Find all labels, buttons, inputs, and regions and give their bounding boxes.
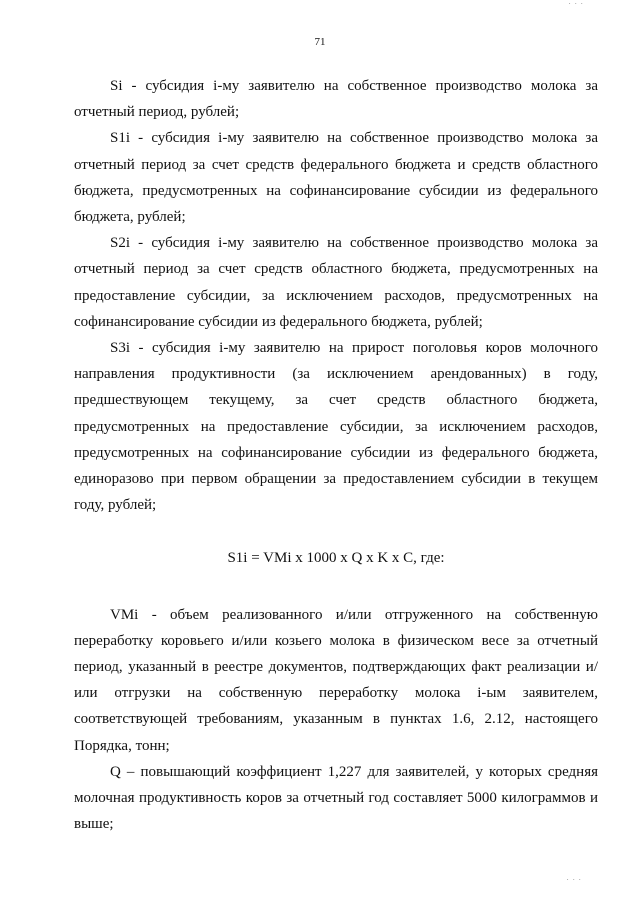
scan-corner-mark-top: · · · [568,0,584,8]
paragraph-si: Si - субсидия i-му заявителю на собственное производство молока за отчетный период, рублей; [74,78,598,121]
formula-s1i: S1i = VMi x 1000 x Q x K x C, где: [227,550,445,567]
definition-q: Q – повышающий коэффициент 1,227 для заявителей, у которых средняя молочная продуктивность коров за отчетный год составляет 5000 килограммов и выше; [74,763,598,833]
document-body [74,73,598,837]
definition-vmi: VMi - объем реализованного и/или отгруженного на собственную переработку коровьего и/или козьего молока в физическом весе за отчетный период, указанный в реестре документов, подтверждающих факт реализации и/или отгрузки на собственную переработку молока i-ым заявителем, соответствующей требованиям, указанным в пунктах 1.6, 2.12, настоящего Порядка, тонн; [74,606,598,754]
scan-corner-mark-bottom: · · · [566,876,582,884]
page-number: 71 [314,36,326,48]
paragraph-s1i: S1i - субсидия i-му заявителю на собственное производство молока за отчетный период за счет средств федерального бюджета и средств областного бюджета, предусмотренных на софинансирование субсидии из федерального бюджета, рублей; [74,130,598,226]
paragraph-s2i: S2i - субсидия i-му заявителю на собственное производство молока за отчетный период за счет средств областного бюджета, предусмотренных на предоставление субсидии, за исключением расходов, предусмотренных на софинансирование субсидии из федерального бюджета, рублей; [74,235,598,330]
paragraph-s3i: S3i - субсидия i-му заявителю на прирост поголовья коров молочного направления продуктивности (за исключением арендованных) в году, предшествующем текущему, за счет средств областного бюджета, предусмотренных на предоставление субсидии, за исключением расходов, предусмотренных на софинансирование субсидии из федерального бюджета, единоразово при первом обращении за предоставлением субсидии в текущем году, рублей; [74,340,598,514]
